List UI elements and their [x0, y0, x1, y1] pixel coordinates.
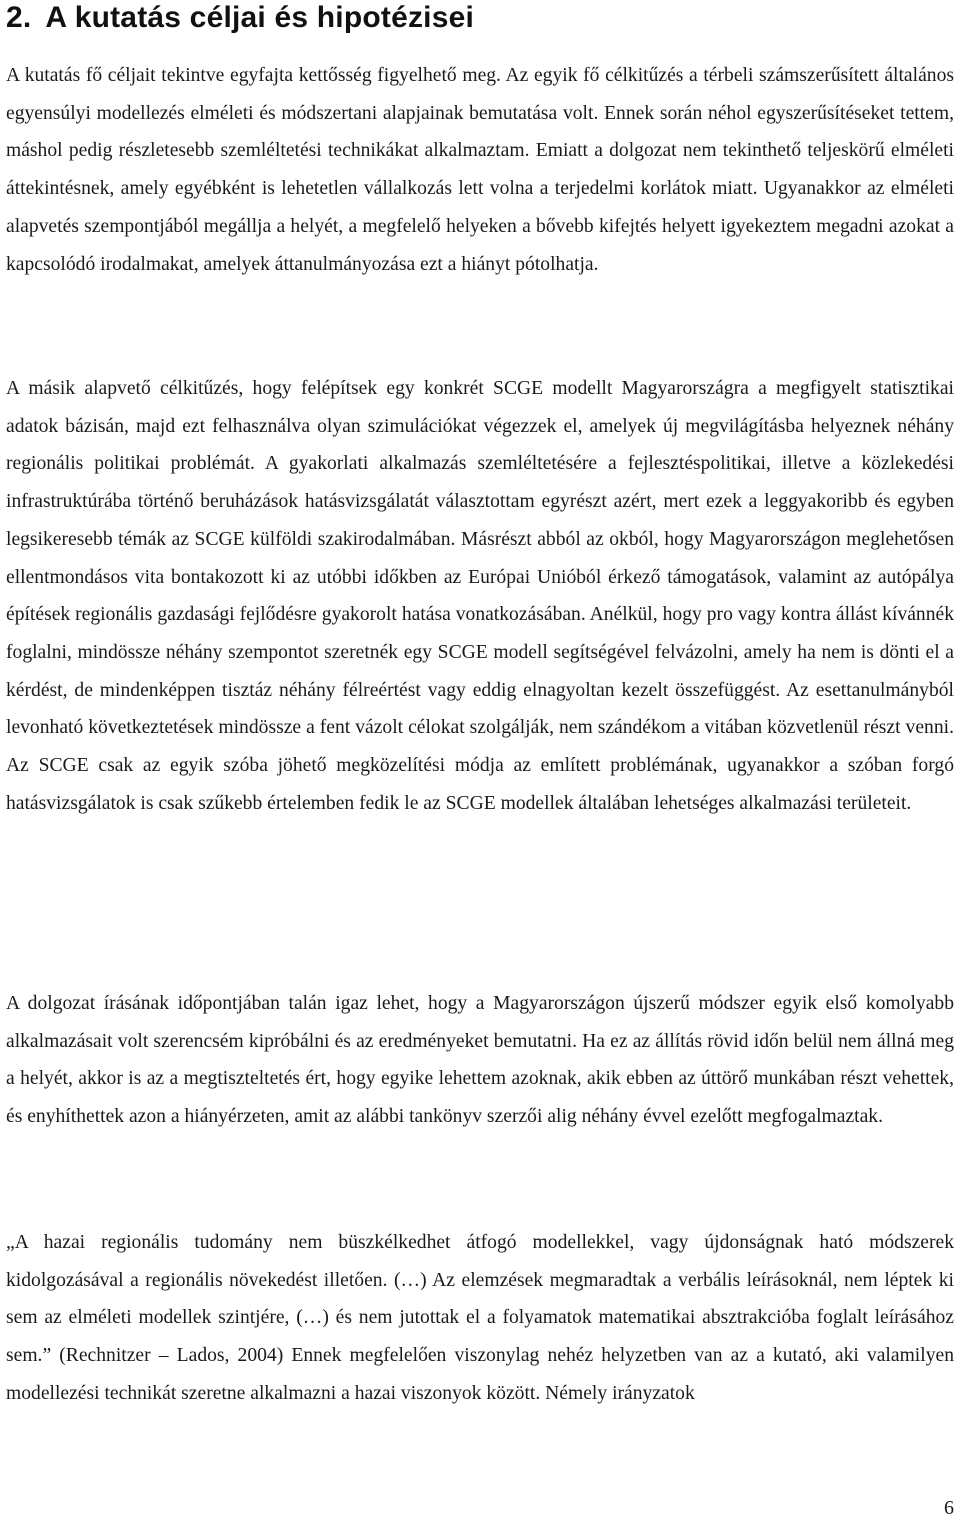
paragraph-research-goals: A kutatás fő céljait tekintve egyfajta kettősség figyelhető meg. Az egyik fő célkitűzés a térbeli számszerűsített általános egyensúlyi modellezés elméleti és módszertani alapjainak bemutatása volt. Ennek során néhol egyszerűsítéseket tettem, máshol pedig részletesebb szemléltetési technikákat alkalmaztam. Emiatt a dolgozat nem tekinthető teljeskörű elméleti áttekintésnek, amely egyébként is lehetetlen vállalkozás lett volna a terjedelmi korlátok miatt. Ugyanakkor az elméleti alapvetés szempontjából megállja a helyét, a megfelelő helyeken a bővebb kifejtés helyett igyekeztem megadni azokat a kapcsolódó irodalmakat, amelyek áttanulmányozása ezt a hiányt pótolhatja. — [6, 65, 954, 275]
paragraph-quotation: „A hazai regionális tudomány nem büszkélkedhet átfogó modellekkel, vagy újdonságnak ható módszerek kidolgozásával a regionális növekedést illetően. (…) Az elemzések megmaradtak a verbális leírásoknál, nem léptek ki sem az elméleti modellek szintjére, (…) és nem jutottak el a folyamatok matematikai absztrakcióba foglalt leírásához sem.” (Rechnitzer – Lados, 2004) Ennek megfelelően viszonylag nehéz helyzetben van az a kutató, aki valamilyen modellezési technikát szeretne alkalmazni a hazai viszonyok között. Némely irányzatok — [6, 1232, 954, 1404]
paragraph-scge-model: A másik alapvető célkitűzés, hogy felépítsek egy konkrét SCGE modellt Magyarországra a megfigyelt statisztikai adatok bázisán, majd ezt felhasználva olyan szimulációkat végezzek el, amelyek új megvilágításba helyeznek néhány regionális politikai problémát. A gyakorlati alkalmazás szemléltetésére a fejlesztéspolitikai, illetve a közlekedési infrastruktúrába történő beruházások hatásvizsgálatát választottam egyrészt azért, mert ezek a leggyakoribb és egyben legsikeresebb témák az SCGE külföldi szakirodalmában. Másrészt abból az okból, hogy Magyarországon meglehetősen ellentmondásos vita bontakozott ki az utóbbi időkben az Európai Unióból érkező támogatások, valamint az autópálya építések regionális gazdasági fejlődésre gyakorolt hatása vonatkozásában. Anélkül, hogy pro vagy kontra állást kívánnék foglalni, mindössze néhány szempontot szeretnék egy SCGE modell segítségével felvázolni, amely ha nem is dönti el a kérdést, de mindenképpen tisztáz néhány félreértést vagy eddig elnagyoltan kezelt összefüggést. Az esettanulmányból levonható következtetések mindössze a fent vázolt célokat szolgálják, nem szándékom a vitában közvetlenül részt venni. Az SCGE csak az egyik szóba jöhető megközelítési módja az említett problémának, ugyanakkor a szóban forgó hatásvizsgálatok is csak szűkebb értelemben fedik le az SCGE modellek általában lehetséges alkalmazási területeit. — [6, 378, 954, 814]
section-heading — [6, 0, 474, 36]
section-number: 2. — [6, 1, 32, 34]
page-number: 6 — [944, 1497, 954, 1519]
paragraph-novelty: A dolgozat írásának időpontjában talán igaz lehet, hogy a Magyarországon újszerű módszer egyik első komolyabb alkalmazásait volt szerencsém kipróbálni és az eredményeket bemutatni. Ha ez az állítás rövid időn belül nem állná meg a helyét, akkor is az a megtiszteltetés ért, hogy egyike lehettem azoknak, akik ebben az úttörő munkában részt vehettek, és enyhíthettek azon a hiányérzeten, amit az alábbi tankönyv szerzői alig néhány évvel ezelőtt megfogalmaztak. — [6, 993, 954, 1128]
section-title: A kutatás céljai és hipotézisei — [45, 1, 475, 34]
